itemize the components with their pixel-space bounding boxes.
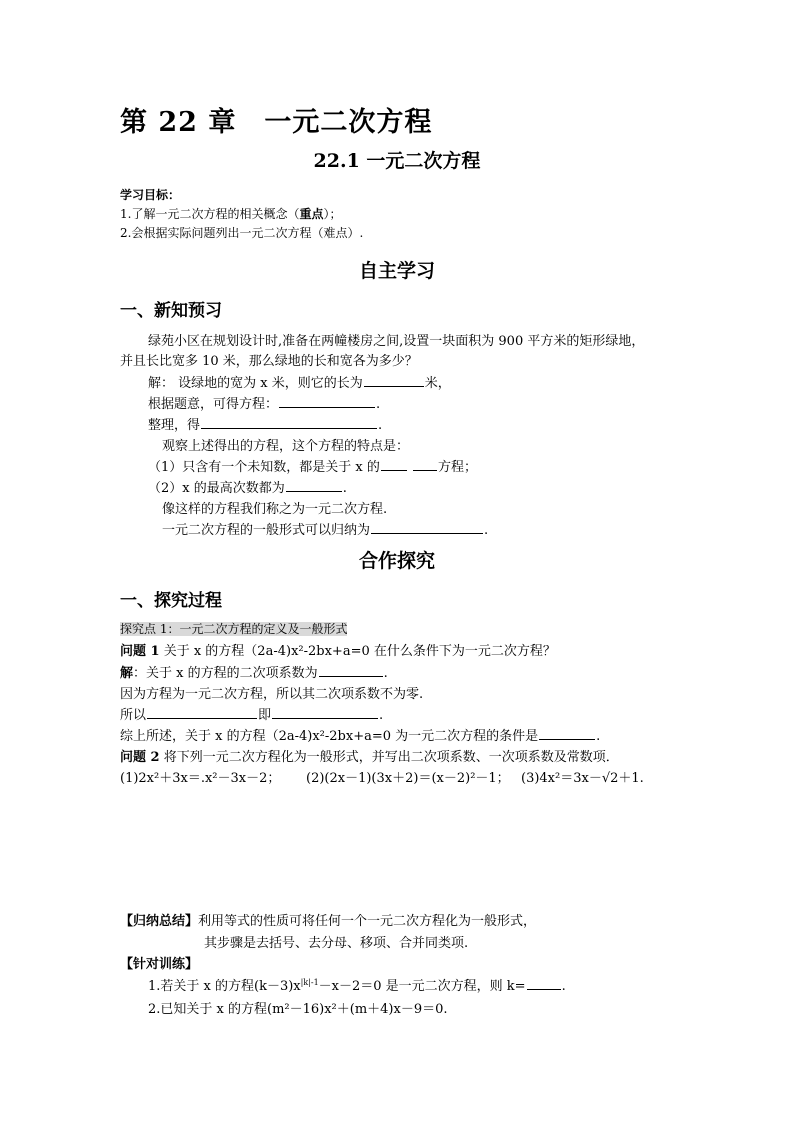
blank-simplified[interactable] (201, 416, 377, 429)
blank-length[interactable] (364, 374, 424, 387)
objective-1: 1.了解一元二次方程的相关概念（重点）； (120, 207, 342, 221)
blank-coefficient[interactable] (319, 664, 383, 677)
blank-equation[interactable] (279, 395, 375, 408)
training-item-2: 2.已知关于 x 的方程(m²－16)x²＋(m＋4)x－9＝0. (148, 1002, 448, 1017)
feature-1: （1）只含有一个未知数，都是关于 x 的 方程； (148, 460, 478, 475)
solution-line-3: 整理，得 . (148, 418, 383, 433)
answer-line-3: 所以 即 . (120, 708, 384, 723)
blank-condition-1[interactable] (147, 706, 257, 719)
training-item-1: 1.若关于 x 的方程$(k-3)x^{|k|-1}-x-2=0$ 是一元二次方程，则 k= . (148, 978, 566, 994)
feature-2: （2）x 的最高次数都为 . (148, 481, 347, 496)
solution-line-1: 解： 设绿地的宽为 x 米，则它的长为 米， (148, 376, 451, 391)
definition-line: 像这样的方程我们称之为一元二次方程. (162, 502, 388, 517)
blank-feature-1a[interactable] (381, 458, 407, 471)
summary-line-1: 【归纳总结】利用等式的性质可将任何一个一元二次方程化为一般形式， (120, 914, 537, 929)
equation-3: (3)4x²＝3x－√2＋1. (521, 771, 644, 786)
equation-1: (1)2x²＋3x＝.x²－3x－2； (120, 771, 281, 786)
problem-line-2: 并且长比宽多 10 米，那么绿地的长和宽各为多少？ (120, 354, 418, 369)
blank-feature-2[interactable] (286, 479, 342, 492)
heading-cooperation: 合作探究 (358, 550, 435, 572)
heading-exploration: 一、探究过程 (120, 591, 222, 611)
section-title: 22.1 一元二次方程 (313, 150, 481, 172)
answer-line-2: 因为方程为一元二次方程，所以其二次项系数不为零. (120, 687, 424, 702)
training-heading: 【针对训练】 (120, 957, 199, 972)
equation-2: (2)(2x－1)(3x＋2)＝(x－2)²－1； (306, 771, 510, 786)
answer-line-1: 解：关于 x 的方程的二次项系数为 . (120, 666, 388, 681)
answer-line-4: 综上所述，关于 x 的方程（2a-4)x²-2bx+a=0 为一元二次方程的条件是 . (120, 729, 601, 744)
heading-new-knowledge: 一、新知预习 (120, 301, 222, 321)
summary-line-2: 其步骤是去括号、去分母、移项、合并同类项. (204, 936, 469, 951)
blank-k-value[interactable] (527, 977, 561, 990)
blank-general-form[interactable] (371, 521, 483, 534)
blank-condition-2[interactable] (272, 706, 378, 719)
objectives-heading: 学习目标： (120, 188, 181, 202)
solution-line-2: 根据题意，可得方程： . (148, 397, 381, 412)
question-2: 问题 2 将下列一元二次方程化为一般形式，并写出二次项系数、一次项系数及常数项． (120, 750, 619, 765)
blank-conclusion[interactable] (539, 727, 595, 740)
objective-2: 2.会根据实际问题列出一元二次方程（难点）. (120, 226, 364, 240)
observe-line: 观察上述得出的方程，这个方程的特点是： (162, 439, 410, 454)
exploration-point-1: 探究点 1：一元二次方程的定义及一般形式 (120, 622, 348, 636)
general-form-line: 一元二次方程的一般形式可以归纳为 . (162, 523, 489, 538)
heading-self-study: 自主学习 (358, 260, 435, 282)
blank-feature-1b[interactable] (413, 458, 437, 471)
question-1: 问题 1 关于 x 的方程（2a-4)x²-2bx+a=0 在什么条件下为一元二次方程？ (120, 644, 556, 659)
chapter-title: 第 22 章 一元二次方程 (120, 107, 433, 138)
problem-line-1: 绿苑小区在规划设计时,准备在两幢楼房之间,设置一块面积为 900 平方米的矩形绿地， (148, 334, 645, 349)
